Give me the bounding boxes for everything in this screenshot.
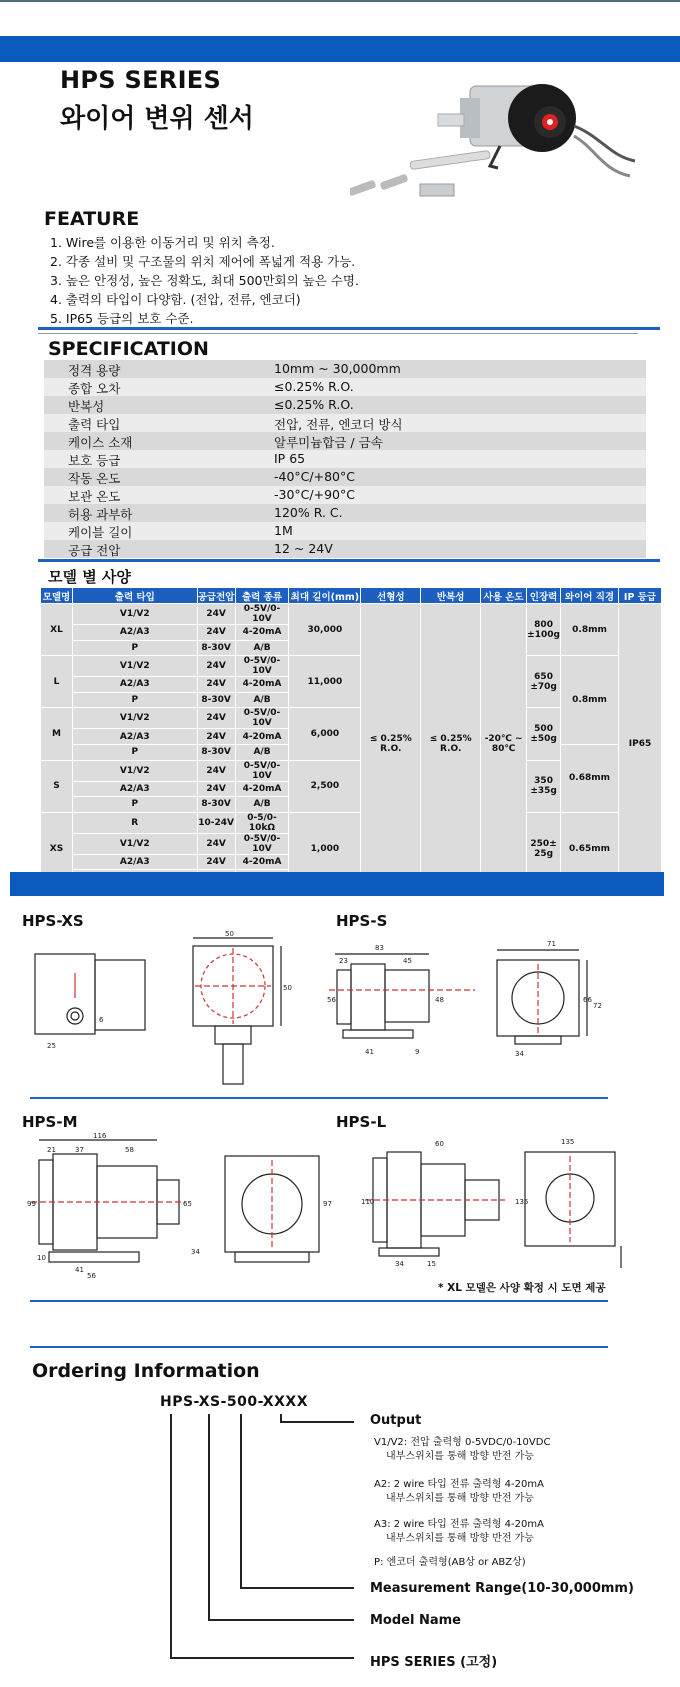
ordering-code: HPS-XS-500-XXXX bbox=[160, 1394, 308, 1410]
spec-row bbox=[44, 468, 646, 486]
dimension-label: 50 bbox=[283, 984, 292, 992]
table-cell: 24V bbox=[197, 708, 235, 729]
feature-item: 3. 높은 안정성, 높은 정확도, 최대 500만회의 높은 수명. bbox=[50, 273, 359, 288]
output-line: 내부스위치를 통해 방향 반전 가능 bbox=[386, 1493, 534, 1504]
dimension-label: 99 bbox=[27, 1200, 36, 1208]
table-cell: 4-20mA bbox=[235, 854, 289, 870]
dimension-label: 21 bbox=[47, 1146, 56, 1154]
spec-value: -30°C/+90°C bbox=[274, 487, 355, 502]
col-header: 반복성 bbox=[421, 588, 481, 604]
header-banner bbox=[0, 36, 680, 62]
spec-value: 전압, 전류, 엔코더 방식 bbox=[274, 417, 403, 432]
dimension-label: 83 bbox=[375, 944, 384, 952]
table-cell: 0-5V/0-10V bbox=[235, 656, 289, 677]
spec-row bbox=[44, 540, 646, 558]
col-header: 선형성 bbox=[361, 588, 421, 604]
output-line: P: 엔코더 출력형(AB상 or ABZ상) bbox=[374, 1557, 526, 1568]
divider-thin bbox=[38, 333, 638, 334]
page-title: HPS SERIES bbox=[60, 66, 222, 94]
table-cell: V1/V2 bbox=[72, 760, 197, 781]
spec-heading: SPECIFICATION bbox=[48, 338, 209, 360]
tension-cell: 250± 25g bbox=[527, 812, 561, 885]
table-row bbox=[41, 656, 662, 677]
hps-l-drawing bbox=[355, 1128, 655, 1278]
dimension-label: 34 bbox=[191, 1248, 200, 1256]
hps-m-drawing bbox=[25, 1130, 340, 1280]
table-cell: V1/V2 bbox=[72, 604, 197, 625]
dimension-label: 135 bbox=[561, 1138, 575, 1146]
col-header: 사용 온도 bbox=[481, 588, 527, 604]
dimension-label: 45 bbox=[403, 957, 412, 965]
dimension-label: 65 bbox=[183, 1200, 192, 1208]
drawing-label-m: HPS-M bbox=[22, 1113, 78, 1131]
table-cell: 8-30V bbox=[197, 797, 235, 813]
code-line bbox=[280, 1421, 354, 1423]
dimension-label: 9 bbox=[415, 1048, 420, 1056]
repeatability-cell: ≤ 0.25% R.O. bbox=[421, 604, 481, 886]
spec-key: 보관 온도 bbox=[68, 489, 121, 504]
spec-key: 허용 과부하 bbox=[68, 507, 133, 522]
model-name: L bbox=[41, 656, 73, 708]
dimension-label: 41 bbox=[75, 1266, 84, 1274]
page-subtitle: 와이어 변위 센서 bbox=[60, 104, 254, 134]
table-cell: 24V bbox=[197, 854, 235, 870]
series-label: HPS SERIES (고정) bbox=[370, 1655, 498, 1670]
hps-s-drawing bbox=[325, 930, 645, 1070]
table-header-row bbox=[41, 588, 662, 604]
dimension-label: 58 bbox=[125, 1146, 134, 1154]
col-header: 출력 종류 bbox=[235, 588, 289, 604]
dimension-label: 41 bbox=[365, 1048, 374, 1056]
dimension-label: 66 bbox=[583, 996, 592, 1004]
table-cell: A2/A3 bbox=[72, 625, 197, 641]
table-cell: V1/V2 bbox=[72, 708, 197, 729]
dimension-label: 56 bbox=[87, 1272, 96, 1280]
dimension-label: 71 bbox=[547, 940, 556, 948]
table-cell: A2/A3 bbox=[72, 729, 197, 745]
table-cell: 0-5V/0-10V bbox=[235, 708, 289, 729]
feature-item: 1. Wire를 이용한 이동거리 및 위치 측정. bbox=[50, 235, 275, 250]
spec-row bbox=[44, 522, 646, 540]
models-heading: 모델 별 사양 bbox=[48, 568, 131, 586]
table-cell: 0-5V/0-10V bbox=[235, 760, 289, 781]
divider bbox=[30, 1346, 608, 1348]
spec-value: 알루미늄합금 / 금속 bbox=[274, 435, 383, 450]
spec-row bbox=[44, 432, 646, 450]
drawing-label-s: HPS-S bbox=[336, 912, 388, 930]
col-header: 공급전압 bbox=[197, 588, 235, 604]
table-cell: A/B bbox=[235, 692, 289, 708]
wire-cell: 0.65mm bbox=[561, 812, 619, 885]
table-cell: 24V bbox=[197, 677, 235, 693]
dimension-label: 6 bbox=[99, 1016, 104, 1024]
dimension-label: 15 bbox=[427, 1260, 436, 1268]
dimension-label: 97 bbox=[323, 1200, 332, 1208]
code-line bbox=[170, 1414, 172, 1658]
drawings-banner bbox=[10, 872, 664, 896]
output-line: A3: 2 wire 타입 전류 출력형 4-20mA bbox=[374, 1519, 544, 1530]
feature-list bbox=[50, 233, 359, 328]
table-cell: P bbox=[72, 744, 197, 760]
spec-key: 작동 온도 bbox=[68, 471, 121, 486]
dimension-label: 37 bbox=[75, 1146, 84, 1154]
divider bbox=[30, 1300, 608, 1302]
spec-row bbox=[44, 450, 646, 468]
table-cell: 24V bbox=[197, 625, 235, 641]
col-header: 최대 길이(mm) bbox=[289, 588, 361, 604]
spec-value: 1M bbox=[274, 523, 293, 538]
dimension-label: 110 bbox=[361, 1198, 375, 1206]
model-name: S bbox=[41, 760, 73, 812]
table-cell: 2,500 bbox=[289, 760, 361, 812]
col-header: 와이어 직경 bbox=[561, 588, 619, 604]
table-cell: A2/A3 bbox=[72, 677, 197, 693]
table-cell: 24V bbox=[197, 729, 235, 745]
table-cell: P bbox=[72, 640, 197, 656]
table-cell: 0-5V/0-10V bbox=[235, 833, 289, 854]
output-line: A2: 2 wire 타입 전류 출력형 4-20mA bbox=[374, 1479, 544, 1490]
output-title: Output bbox=[370, 1413, 422, 1428]
col-header: IP 등급 bbox=[619, 588, 662, 604]
product-body bbox=[350, 84, 635, 197]
table-cell: R bbox=[72, 812, 197, 833]
spec-key: 케이스 소재 bbox=[68, 435, 133, 450]
dimension-label: 72 bbox=[593, 1002, 602, 1010]
spec-row bbox=[44, 396, 646, 414]
spec-row bbox=[44, 378, 646, 396]
table-cell: 0-5V/0-10V bbox=[235, 604, 289, 625]
dimension-label: 60 bbox=[435, 1140, 444, 1148]
dimension-label: 10 bbox=[37, 1254, 46, 1262]
table-cell: 24V bbox=[197, 604, 235, 625]
table-cell: 4-20mA bbox=[235, 781, 289, 797]
spec-row bbox=[44, 414, 646, 432]
code-line bbox=[240, 1414, 242, 1588]
table-cell: 4-20mA bbox=[235, 729, 289, 745]
model-spec-table bbox=[40, 587, 662, 886]
dimension-label: 56 bbox=[327, 996, 336, 1004]
spec-key: 종합 오차 bbox=[68, 381, 121, 396]
dimension-label: 25 bbox=[47, 1042, 56, 1050]
tension-cell: 800 ±100g bbox=[527, 604, 561, 656]
table-cell: V1/V2 bbox=[72, 656, 197, 677]
spec-key: 보호 등급 bbox=[68, 453, 121, 468]
spec-value: -40°C/+80°C bbox=[274, 469, 355, 484]
table-cell: 6,000 bbox=[289, 708, 361, 760]
model-name: XS bbox=[41, 812, 73, 885]
measurement-range-label: Measurement Range(10-30,000mm) bbox=[370, 1581, 634, 1596]
table-cell: 24V bbox=[197, 656, 235, 677]
feature-item: 2. 각종 설비 및 구조물의 위치 제어에 폭넓게 적용 가능. bbox=[50, 254, 356, 269]
code-line bbox=[240, 1587, 354, 1589]
table-cell: 0-5/0-10kΩ bbox=[235, 812, 289, 833]
tension-cell: 500 ±50g bbox=[527, 708, 561, 760]
code-line bbox=[208, 1619, 354, 1621]
output-line: 내부스위치를 통해 방향 반전 가능 bbox=[386, 1533, 534, 1544]
dimension-label: 34 bbox=[395, 1260, 404, 1268]
table-row bbox=[41, 604, 662, 625]
ordering-heading: Ordering Information bbox=[32, 1360, 260, 1382]
model-name-label: Model Name bbox=[370, 1613, 461, 1628]
table-cell: 30,000 bbox=[289, 604, 361, 656]
col-header: 인장력 bbox=[527, 588, 561, 604]
ip-cell: IP65 bbox=[619, 604, 662, 886]
table-cell: A2/A3 bbox=[72, 781, 197, 797]
hps-xs-drawing bbox=[25, 928, 305, 1088]
table-cell: 24V bbox=[197, 760, 235, 781]
table-cell: 24V bbox=[197, 833, 235, 854]
spec-value: 12 ~ 24V bbox=[274, 541, 333, 556]
divider bbox=[30, 1097, 608, 1099]
wire-cell: 0.8mm bbox=[561, 604, 619, 656]
temperature-cell: -20℃ ~ 80℃ bbox=[481, 604, 527, 886]
code-line bbox=[170, 1657, 354, 1659]
table-cell: 4-20mA bbox=[235, 677, 289, 693]
table-cell: A2/A3 bbox=[72, 854, 197, 870]
spec-value: IP 65 bbox=[274, 451, 306, 466]
drawing-label-l: HPS-L bbox=[336, 1113, 387, 1131]
col-header: 모델명 bbox=[41, 588, 73, 604]
table-cell: 8-30V bbox=[197, 692, 235, 708]
feature-item: 4. 출력의 타입이 다양함. (전압, 전류, 엔코더) bbox=[50, 292, 301, 307]
table-cell: A/B bbox=[235, 797, 289, 813]
model-name: M bbox=[41, 708, 73, 760]
dimension-label: 34 bbox=[515, 1050, 524, 1058]
spec-key: 반복성 bbox=[68, 399, 105, 414]
table-cell: P bbox=[72, 797, 197, 813]
table-cell: A/B bbox=[235, 640, 289, 656]
spec-row bbox=[44, 486, 646, 504]
product-image bbox=[350, 66, 640, 206]
table-cell: V1/V2 bbox=[72, 833, 197, 854]
divider bbox=[38, 559, 660, 562]
tension-cell: 650 ±70g bbox=[527, 656, 561, 708]
tension-cell: 350 ±35g bbox=[527, 760, 561, 812]
table-cell: 4-20mA bbox=[235, 625, 289, 641]
spec-key: 정격 용량 bbox=[68, 363, 121, 378]
spec-row bbox=[44, 360, 646, 378]
spec-value: 120% R. C. bbox=[274, 505, 343, 520]
dimension-label: 23 bbox=[339, 957, 348, 965]
code-line bbox=[208, 1414, 210, 1620]
feature-heading: FEATURE bbox=[44, 208, 140, 230]
wire-cell: 0.8mm bbox=[561, 656, 619, 745]
spec-value: ≤0.25% R.O. bbox=[274, 397, 354, 412]
divider bbox=[38, 327, 660, 330]
spec-key: 공급 전압 bbox=[68, 543, 121, 558]
model-name: XL bbox=[41, 604, 73, 656]
spec-row bbox=[44, 504, 646, 522]
dimension-label: 50 bbox=[225, 930, 234, 938]
top-border bbox=[0, 0, 680, 2]
spec-value: ≤0.25% R.O. bbox=[274, 379, 354, 394]
table-cell: 24V bbox=[197, 781, 235, 797]
dimension-label: 116 bbox=[93, 1132, 107, 1140]
dimension-label: 135 bbox=[515, 1198, 529, 1206]
spec-key: 출력 타입 bbox=[68, 417, 121, 432]
feature-item: 5. IP65 등급의 보호 수준. bbox=[50, 311, 194, 326]
linearity-cell: ≤ 0.25% R.O. bbox=[361, 604, 421, 886]
table-cell: A/B bbox=[235, 744, 289, 760]
spec-value: 10mm ~ 30,000mm bbox=[274, 361, 401, 376]
table-cell: 10-24V bbox=[197, 812, 235, 833]
table-row bbox=[41, 812, 662, 833]
output-line: V1/V2: 전압 출력형 0-5VDC/0-10VDC bbox=[374, 1437, 551, 1448]
table-cell: P bbox=[72, 692, 197, 708]
wire-cell: 0.68mm bbox=[561, 744, 619, 812]
xl-drawing-note: * XL 모델은 사양 확정 시 도면 제공 bbox=[438, 1282, 606, 1294]
col-header: 출력 타입 bbox=[72, 588, 197, 604]
spec-key: 케이블 길이 bbox=[68, 525, 133, 540]
output-line: 내부스위치를 통해 방향 반전 가능 bbox=[386, 1451, 534, 1462]
table-cell: 8-30V bbox=[197, 744, 235, 760]
dimension-label: 48 bbox=[435, 996, 444, 1004]
table-cell: 8-30V bbox=[197, 640, 235, 656]
table-cell: 11,000 bbox=[289, 656, 361, 708]
table-cell: 1,000 bbox=[289, 812, 361, 885]
drawing-label-xs: HPS-XS bbox=[22, 912, 84, 930]
